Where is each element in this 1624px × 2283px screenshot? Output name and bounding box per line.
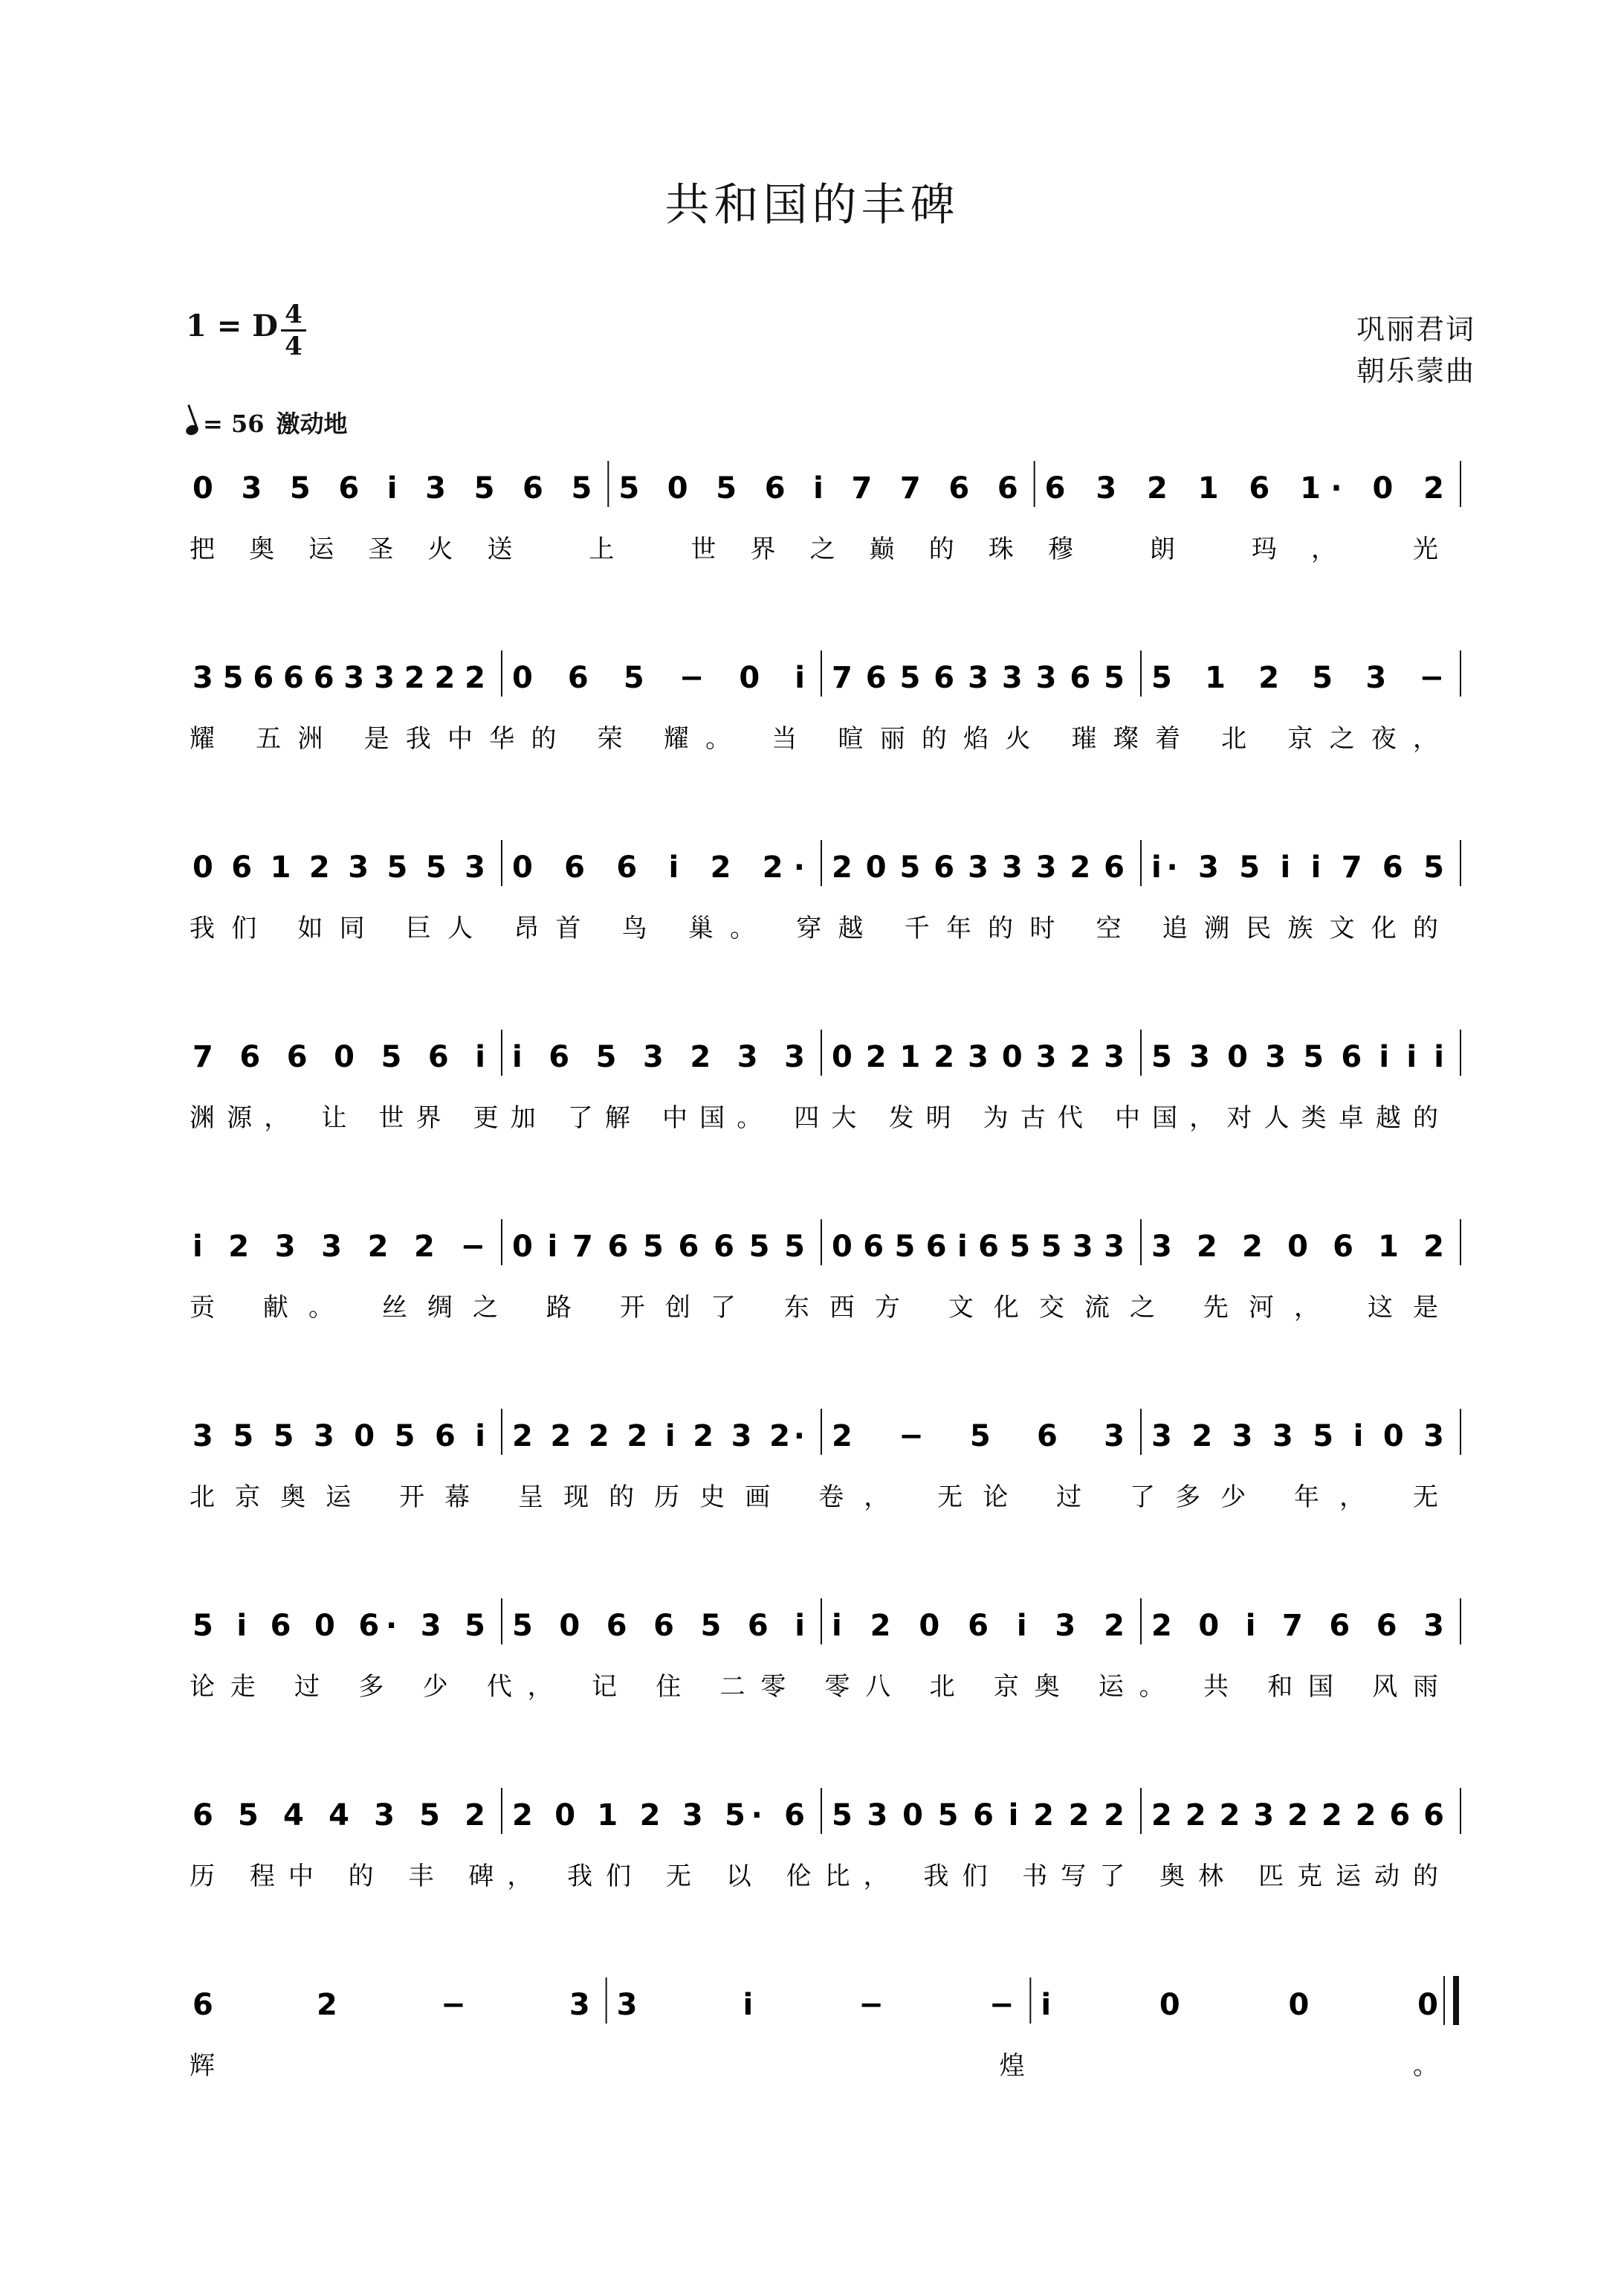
measure-notes: 5 0 6 6 5 6 i — [512, 1609, 805, 1643]
lyrics-line: 历 程中 的 丰 碑， 我们 无 以 伦比， 我们 书写了 奥林 匹克运动的 — [190, 1861, 1438, 1891]
measure-notes: 0 6 5 6 i 6 5 5 3 3 — [832, 1230, 1125, 1264]
meter-bottom: 4 — [285, 332, 303, 361]
measure-notes: 2 2 2 2 i 2 3 2· — [512, 1419, 805, 1453]
measure-notes: 3 5 5 3 0 5 6 i — [193, 1419, 485, 1453]
measure-notes: 3 i − − — [616, 1988, 1015, 2022]
lyrics-line: 渊源， 让 世界 更加 了解 中国。 四大 发明 为古代 中国，对人类卓越的 — [190, 1103, 1438, 1133]
measure-notes: 5 3 0 5 6 i 2 2 2 — [832, 1798, 1125, 1832]
lyrics-line: 耀 五洲 是我中华的 荣 耀。 当 暄丽的焰火 璀璨着 北 京之夜， — [190, 724, 1438, 754]
measure-notes: 0 6 6 i 2 2· — [512, 850, 805, 885]
measure-notes: 5 i 6 0 6· 3 5 — [193, 1609, 485, 1643]
measure-notes: 0 i 7 6 5 6 6 5 5 — [512, 1230, 805, 1264]
lyrics-line: 我们 如同 巨人 昂首 鸟 巢。 穿越 千年的时 空 追溯民族文化的 — [190, 914, 1438, 943]
measure-notes: 3 2 3 3 5 i 0 3 — [1151, 1419, 1444, 1453]
composer-credit: 朝乐蒙曲 — [1356, 355, 1475, 387]
measure-notes: 2 0 1 2 3 5· 6 — [512, 1798, 805, 1832]
measure-notes: i 2 3 3 2 2 − — [193, 1230, 485, 1264]
lyrics-line: 辉 煌。 — [190, 2051, 1438, 2081]
tempo-bpm: = 56 — [203, 410, 265, 438]
expression-marking: 激动地 — [276, 410, 348, 438]
lyrics-line: 贡 献。 丝绸之 路 开创了 东西方 文化交流之 先河， 这是 — [190, 1293, 1438, 1323]
song-title: 共和国的丰碑 — [664, 179, 960, 231]
lyrics-line: 把奥运圣火送 上 世界之巅的珠穆 朗 玛， 光 — [190, 535, 1438, 564]
measure-notes: 2 − 5 6 3 — [832, 1419, 1125, 1453]
measure-notes: 6 2 − 3 — [193, 1988, 590, 2022]
lyricist-credit: 巩丽君词 — [1356, 313, 1475, 346]
measure-notes: i 6 5 3 2 3 3 — [512, 1040, 805, 1074]
meter-top: 4 — [285, 300, 303, 329]
measure-notes: 6 5 4 4 3 5 2 — [193, 1798, 485, 1832]
measure-notes: 2 0 5 6 3 3 3 2 6 — [832, 850, 1125, 885]
measure-notes: 3 5 6 6 6 3 3 2 2 2 — [193, 661, 485, 695]
measure-notes: i· 3 5 i i 7 6 5 — [1151, 850, 1444, 885]
measure-notes: 5 3 0 3 5 6 i i i — [1151, 1040, 1444, 1074]
measure-notes: 5 1 2 5 3 − — [1151, 661, 1444, 695]
measure-notes: 0 6 5 − 0 i — [512, 661, 805, 695]
measure-notes: 2 0 i 7 6 6 3 — [1151, 1609, 1444, 1643]
measure-notes: 0 2 1 2 3 0 3 2 3 — [832, 1040, 1125, 1074]
measure-notes: 0 3 5 6 i 3 5 6 5 — [193, 471, 592, 506]
measure-notes: 3 2 2 0 6 1 2 — [1151, 1230, 1444, 1264]
measure-notes: i 2 0 6 i 3 2 — [832, 1609, 1125, 1643]
measure-notes: 5 0 5 6 i 7 7 6 6 — [618, 471, 1018, 506]
key-signature: 1 = D — [186, 309, 278, 343]
measure-notes: 7 6 5 6 3 3 3 6 5 — [832, 661, 1125, 695]
lyrics-line: 论走 过 多 少 代， 记 住 二零 零八 北 京奥 运。 共 和国 风雨 — [190, 1672, 1438, 1702]
measure-notes: 6 3 2 1 6 1· 0 2 — [1044, 471, 1444, 506]
measure-notes: 0 6 1 2 3 5 5 3 — [193, 850, 485, 885]
measure-notes: 7 6 6 0 5 6 i — [193, 1040, 485, 1074]
measure-notes: 2 2 2 3 2 2 2 6 6 — [1151, 1798, 1444, 1832]
lyrics-line: 北京奥运 开幕 呈现的历史画 卷， 无论 过 了多少 年， 无 — [190, 1482, 1438, 1512]
measure-notes: i 0 0 0 — [1041, 1988, 1438, 2022]
